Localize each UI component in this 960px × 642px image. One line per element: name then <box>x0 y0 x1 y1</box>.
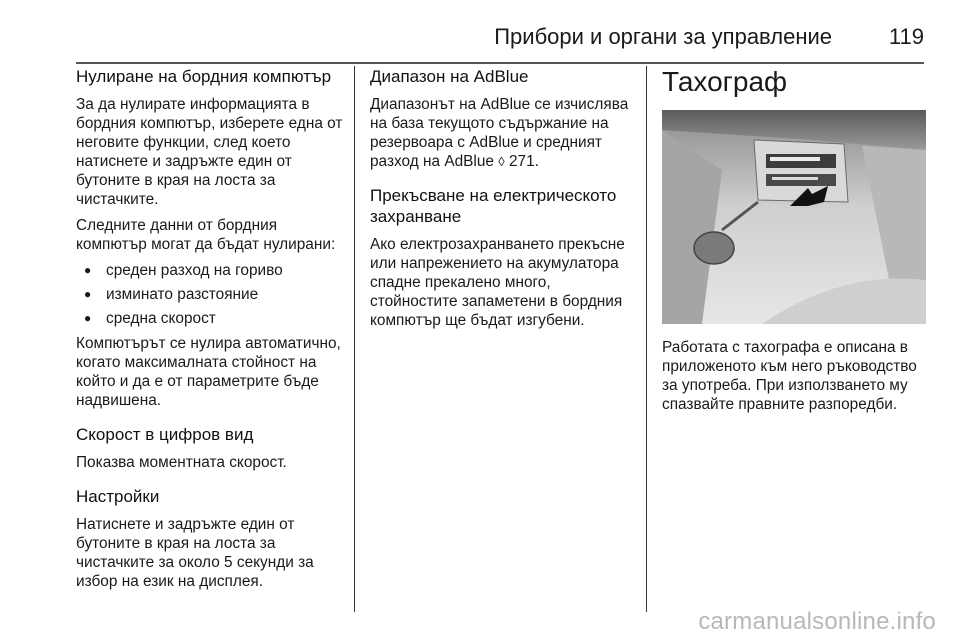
column-2 <box>370 66 642 337</box>
tachograph-heading: Тахограф <box>662 66 788 97</box>
column-3 <box>662 66 932 421</box>
settings-text: Натиснете и задръжте един от бутоните в края на лоста за чистачките за около 5 секунди за избор на език на дисплея. <box>76 516 314 590</box>
adblue-heading: Диапазон на AdBlue <box>370 67 529 86</box>
reset-list-intro: Следните данни от бордния компютър могат да бъдат нулирани: <box>76 217 336 253</box>
column-1 <box>76 66 348 598</box>
power-heading: Прекъсване на електрическото захранване <box>370 186 617 226</box>
list-item: ● средна скорост <box>76 309 348 328</box>
page-reference-icon: ◊ <box>498 154 505 169</box>
list-item: ● среден разход на гориво <box>76 261 348 280</box>
adblue-text-body: Диапазонът на AdBlue се изчислява на база текущото съдържание на резервоара с AdBlue и средният разход на AdBlue <box>370 96 629 170</box>
reset-text: За да нулирате информацията в бордния компютър, изберете една от неговите функции, след което натиснете и задръжте един от бутоните в края на лоста за чистачките. <box>76 96 343 208</box>
page-reference: 271. <box>508 153 539 170</box>
digital-speed-heading: Скорост в цифров вид <box>76 425 254 444</box>
column-divider-2 <box>646 66 647 612</box>
page-number: 119 <box>888 24 924 49</box>
column-divider-1 <box>354 66 355 612</box>
power-text: Ако електрозахранването прекъсне или напрежението на акумулатора спадне прекалено много, стойностите запаметени в бордния компютър ще бъдат изгубени. <box>370 236 625 329</box>
adblue-text <box>370 95 642 171</box>
reset-heading: Нулиране на бордния компютър <box>76 67 332 86</box>
reset-list <box>76 261 348 328</box>
settings-heading: Настройки <box>76 487 160 506</box>
tachograph-text: Работата с тахографа е описана в приложеното към него ръководство за употреба. При използването му спазвайте правните разпоредби. <box>662 339 917 413</box>
watermark: carmanualsonline.info <box>698 608 936 635</box>
reset-auto-text: Компютърът се нулира автоматично, когато максималната стойност на който и да е от параметрите бъде надвишена. <box>76 335 341 409</box>
page-header <box>76 22 924 64</box>
list-item: ● изминато разстояние <box>76 285 348 304</box>
tachograph-photo <box>662 110 926 324</box>
header-title: Прибори и органи за управление <box>494 24 832 49</box>
digital-speed-text: Показва моментната скорост. <box>76 454 287 471</box>
